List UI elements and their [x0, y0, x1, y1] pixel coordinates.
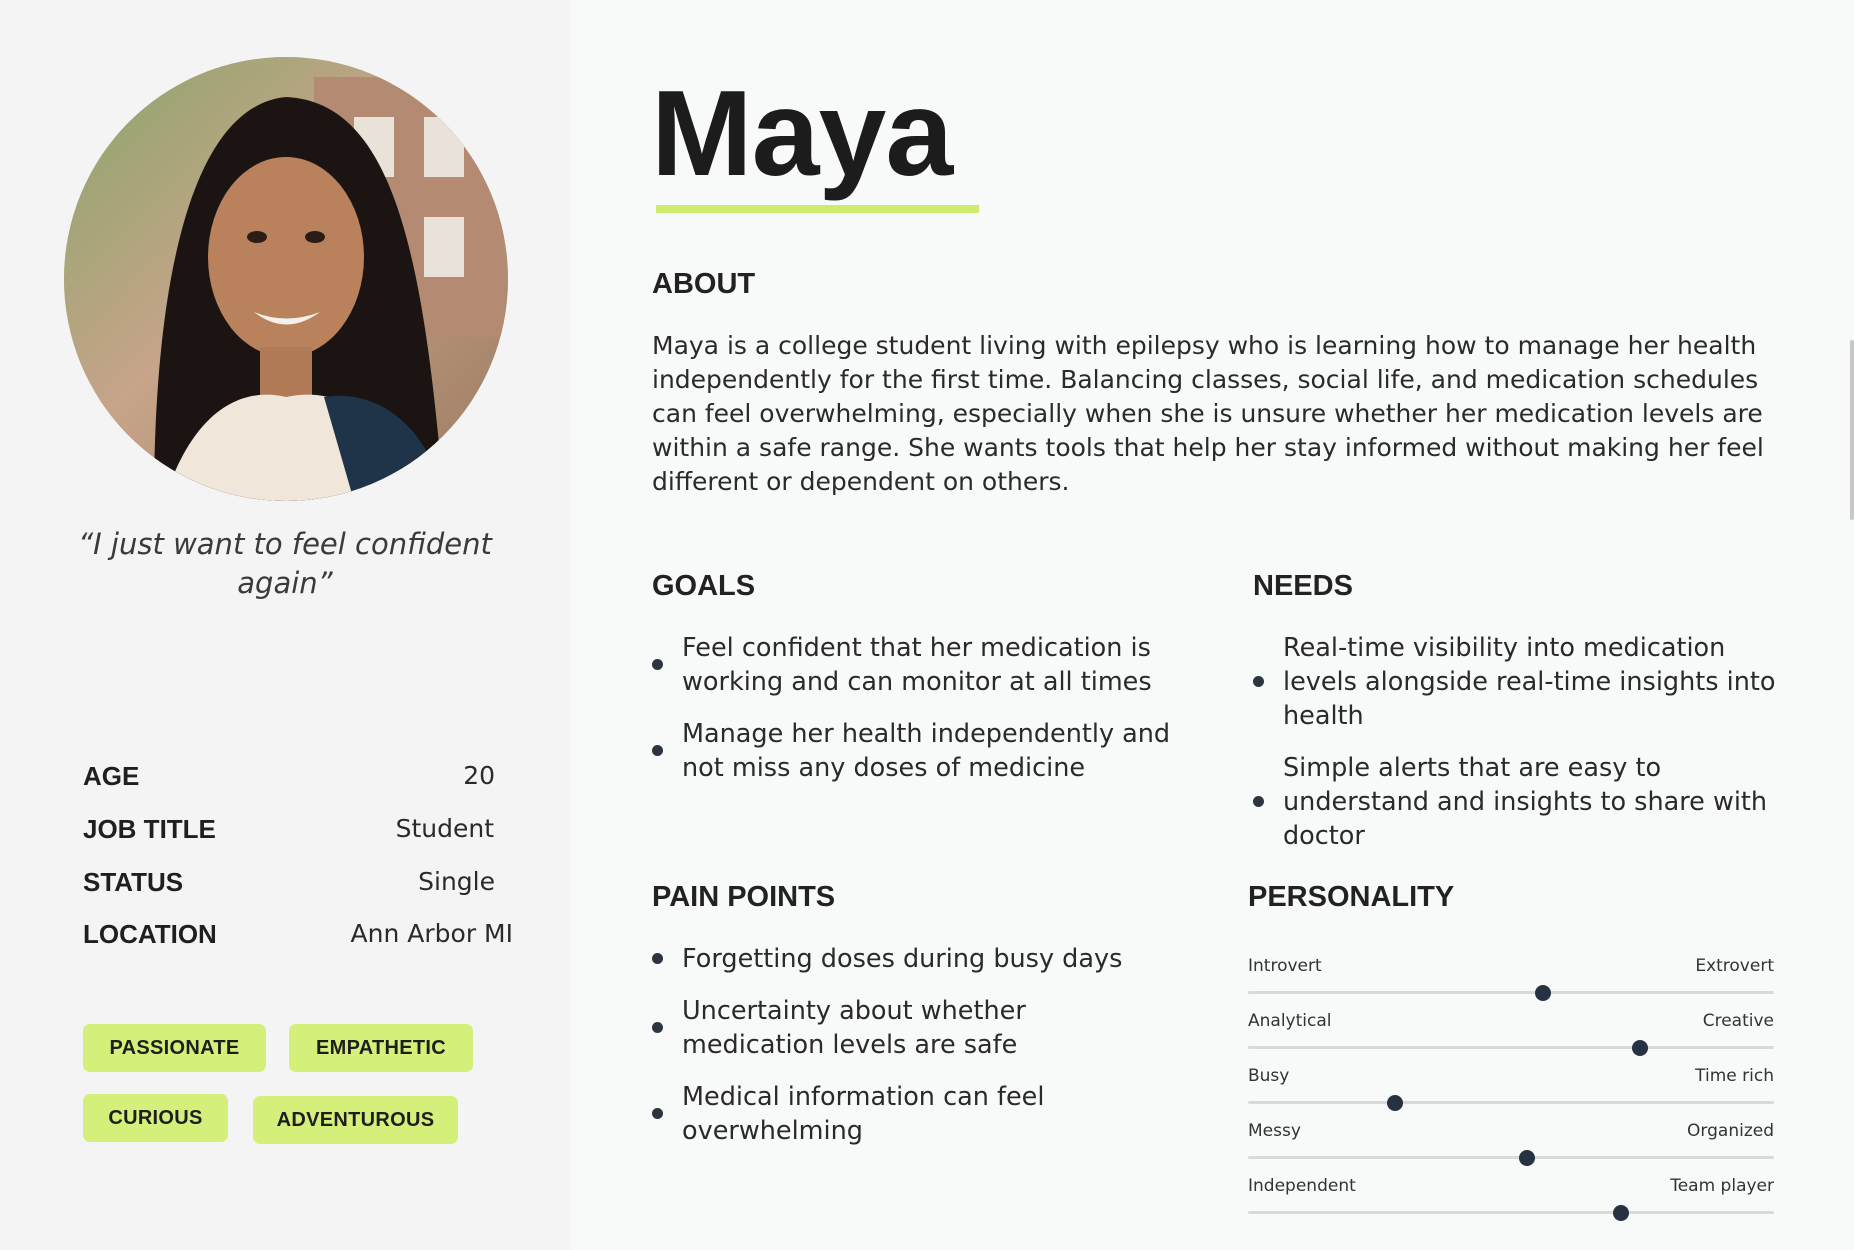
trait-right-label: Organized [1687, 1121, 1774, 1141]
trait-track [1248, 991, 1774, 994]
trait-left-label: Independent [1248, 1176, 1356, 1196]
info-row-location [83, 919, 515, 959]
persona-quote: “I just want to feel confident again” [78, 527, 492, 600]
trait-track [1248, 1156, 1774, 1159]
personality-trait [1248, 1176, 1774, 1216]
bullet-icon [652, 745, 663, 756]
list-item [652, 717, 1172, 785]
bullet-icon [652, 1108, 663, 1119]
list-item [1253, 631, 1793, 733]
bullet-icon [652, 953, 663, 964]
trait-track [1248, 1046, 1774, 1049]
needs-heading: NEEDS [1253, 570, 1353, 602]
trait-tag: PASSIONATE [83, 1024, 266, 1072]
persona-name: Maya [651, 65, 953, 201]
trait-marker [1613, 1205, 1629, 1221]
trait-left-label: Busy [1248, 1066, 1290, 1086]
needs-list [1253, 631, 1793, 871]
bullet-icon [652, 1022, 663, 1033]
trait-left-label: Messy [1248, 1121, 1301, 1141]
trait-marker [1387, 1095, 1403, 1111]
info-label: AGE [83, 761, 140, 791]
name-underline [656, 205, 979, 213]
pain-point-text: Medical information can feel overwhelming [682, 1082, 1045, 1146]
personality-trait [1248, 1066, 1774, 1106]
trait-marker [1632, 1040, 1648, 1056]
trait-marker [1519, 1150, 1535, 1166]
trait-track [1248, 1101, 1774, 1104]
scrollbar[interactable] [1850, 340, 1854, 520]
pain-points-list [652, 942, 1172, 1166]
info-value: Single [418, 867, 495, 896]
trait-right-label: Time rich [1695, 1066, 1774, 1086]
goals-list [652, 631, 1172, 803]
about-text: Maya is a college student living with epilepsy who is learning how to manage her health independently for the first time. Balancing classes, social life, and medication schedules can feel overwhelming, especially when she is unsure whether her medication levels are within a safe range. She wants tools that help her stay informed without making her feel different or dependent on others. [652, 331, 1764, 496]
list-item [652, 942, 1172, 976]
pain-points-heading: PAIN POINTS [652, 881, 836, 913]
list-item [652, 1080, 1172, 1148]
info-value: Ann Arbor MI [350, 919, 513, 948]
need-text: Simple alerts that are easy to understand and insights to share with doctor [1283, 753, 1768, 851]
trait-left-label: Analytical [1248, 1011, 1332, 1031]
profile-panel [0, 0, 570, 1250]
info-label: LOCATION [83, 919, 217, 949]
trait-right-label: Creative [1702, 1011, 1774, 1031]
personality-trait [1248, 1011, 1774, 1051]
info-row-job-title [83, 814, 515, 854]
trait-track [1248, 1211, 1774, 1214]
trait-tag: EMPATHETIC [289, 1024, 473, 1072]
bullet-icon [1253, 796, 1264, 807]
list-item [652, 631, 1172, 699]
trait-right-label: Extrovert [1695, 956, 1774, 976]
trait-right-label: Team player [1670, 1176, 1774, 1196]
bullet-icon [652, 659, 663, 670]
info-label: JOB TITLE [83, 814, 216, 844]
trait-tag: CURIOUS [83, 1094, 228, 1142]
personality-heading: PERSONALITY [1248, 881, 1455, 913]
pain-point-text: Uncertainty about whether medication levels are safe [682, 996, 1026, 1060]
bullet-icon [1253, 676, 1264, 687]
goal-text: Feel confident that her medication is working and can monitor at all times [682, 633, 1152, 697]
goals-heading: GOALS [652, 570, 756, 602]
avatar-photo [64, 57, 508, 501]
list-item [1253, 751, 1793, 853]
list-item [652, 994, 1172, 1062]
personality-trait [1248, 956, 1774, 996]
trait-marker [1535, 985, 1551, 1001]
need-text: Real-time visibility into medication levels alongside real-time insights into health [1283, 633, 1776, 731]
info-row-status [83, 867, 515, 907]
info-row-age [83, 761, 515, 801]
info-label: STATUS [83, 867, 184, 897]
info-value: 20 [463, 761, 495, 790]
personality-trait [1248, 1121, 1774, 1161]
goal-text: Manage her health independently and not miss any doses of medicine [682, 719, 1171, 783]
trait-tag: ADVENTUROUS [253, 1096, 458, 1144]
about-heading: ABOUT [652, 268, 756, 300]
info-value: Student [395, 814, 494, 843]
pain-point-text: Forgetting doses during busy days [682, 944, 1123, 974]
trait-left-label: Introvert [1248, 956, 1322, 976]
avatar [64, 57, 508, 501]
